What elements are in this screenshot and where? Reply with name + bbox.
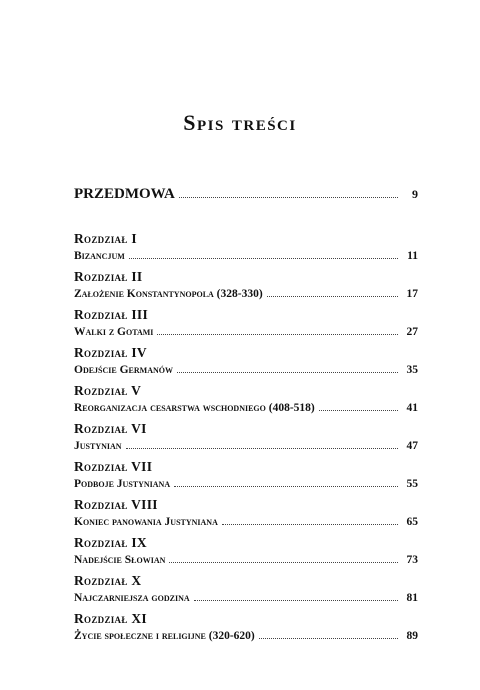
toc-chapter-entry[interactable] bbox=[74, 382, 418, 417]
toc-chapter-entry[interactable] bbox=[74, 534, 418, 569]
dot-leader bbox=[126, 447, 398, 449]
preface-page-number: 9 bbox=[412, 187, 418, 201]
chapter-page-number: 47 bbox=[406, 440, 418, 452]
chapter-label: Rozdział I bbox=[74, 231, 137, 246]
chapter-label: Rozdział XI bbox=[74, 611, 147, 626]
toc-chapter-entry[interactable] bbox=[74, 572, 418, 607]
toc-chapter-entry[interactable] bbox=[74, 230, 418, 265]
chapter-label: Rozdział VI bbox=[74, 421, 147, 436]
toc-chapter-entry[interactable] bbox=[74, 458, 418, 493]
chapter-label: Rozdział III bbox=[74, 307, 148, 322]
chapter-page-number: 81 bbox=[406, 592, 418, 604]
chapter-page-number: 27 bbox=[406, 326, 418, 338]
toc-chapter-entry[interactable] bbox=[74, 306, 418, 341]
dot-leader bbox=[157, 333, 398, 335]
chapter-page-number: 73 bbox=[406, 554, 418, 566]
chapter-page-number: 11 bbox=[407, 250, 418, 262]
toc-chapter-entry[interactable] bbox=[74, 496, 418, 531]
dot-leader bbox=[194, 599, 398, 601]
dot-leader bbox=[169, 561, 398, 563]
table-of-contents bbox=[74, 186, 418, 645]
dot-leader bbox=[129, 257, 398, 259]
chapter-label: Rozdział VIII bbox=[74, 497, 158, 512]
chapter-title: Podboje Justyniana bbox=[74, 478, 171, 490]
dot-leader bbox=[222, 523, 398, 525]
chapter-page-number: 41 bbox=[406, 402, 418, 414]
dot-leader bbox=[179, 196, 398, 198]
chapter-title: Bizancjum bbox=[74, 250, 125, 262]
toc-chapter-entry[interactable] bbox=[74, 268, 418, 303]
dot-leader bbox=[267, 295, 398, 297]
chapter-label: Rozdział X bbox=[74, 573, 142, 588]
chapter-page-number: 35 bbox=[406, 364, 418, 376]
chapter-title: Odejście Germanów bbox=[74, 364, 173, 376]
preface-label: PRZEDMOWA bbox=[74, 186, 175, 202]
chapter-title: Założenie Konstantynopola (328-330) bbox=[74, 288, 263, 300]
chapter-page-number: 17 bbox=[406, 288, 418, 300]
chapter-label: Rozdział V bbox=[74, 383, 142, 398]
chapter-title: Najczarniejsza godzina bbox=[74, 592, 190, 604]
chapter-title: Życie społeczne i religijne (320-620) bbox=[74, 630, 255, 642]
toc-chapter-entry[interactable] bbox=[74, 344, 418, 379]
dot-leader bbox=[177, 371, 398, 373]
chapter-label: Rozdział IV bbox=[74, 345, 147, 360]
dot-leader bbox=[174, 485, 398, 487]
chapter-label: Rozdział IX bbox=[74, 535, 147, 550]
toc-chapter-entry[interactable] bbox=[74, 610, 418, 645]
chapter-title: Walki z Gotami bbox=[74, 326, 154, 338]
chapter-title: Justynian bbox=[74, 440, 122, 452]
chapter-title: Nadejście Słowian bbox=[74, 554, 166, 566]
chapter-title: Reorganizacja cesarstwa wschodniego (408-518) bbox=[74, 402, 315, 414]
chapter-label: Rozdział II bbox=[74, 269, 143, 284]
toc-preface-entry[interactable] bbox=[74, 186, 418, 212]
toc-chapter-entry[interactable] bbox=[74, 420, 418, 455]
chapter-page-number: 55 bbox=[406, 478, 418, 490]
chapter-page-number: 65 bbox=[406, 516, 418, 528]
chapter-title: Koniec panowania Justyniana bbox=[74, 516, 218, 528]
chapter-page-number: 89 bbox=[406, 630, 418, 642]
dot-leader bbox=[259, 637, 398, 639]
page-title: Spis treści bbox=[183, 110, 297, 135]
chapter-label: Rozdział VII bbox=[74, 459, 153, 474]
dot-leader bbox=[319, 409, 398, 411]
